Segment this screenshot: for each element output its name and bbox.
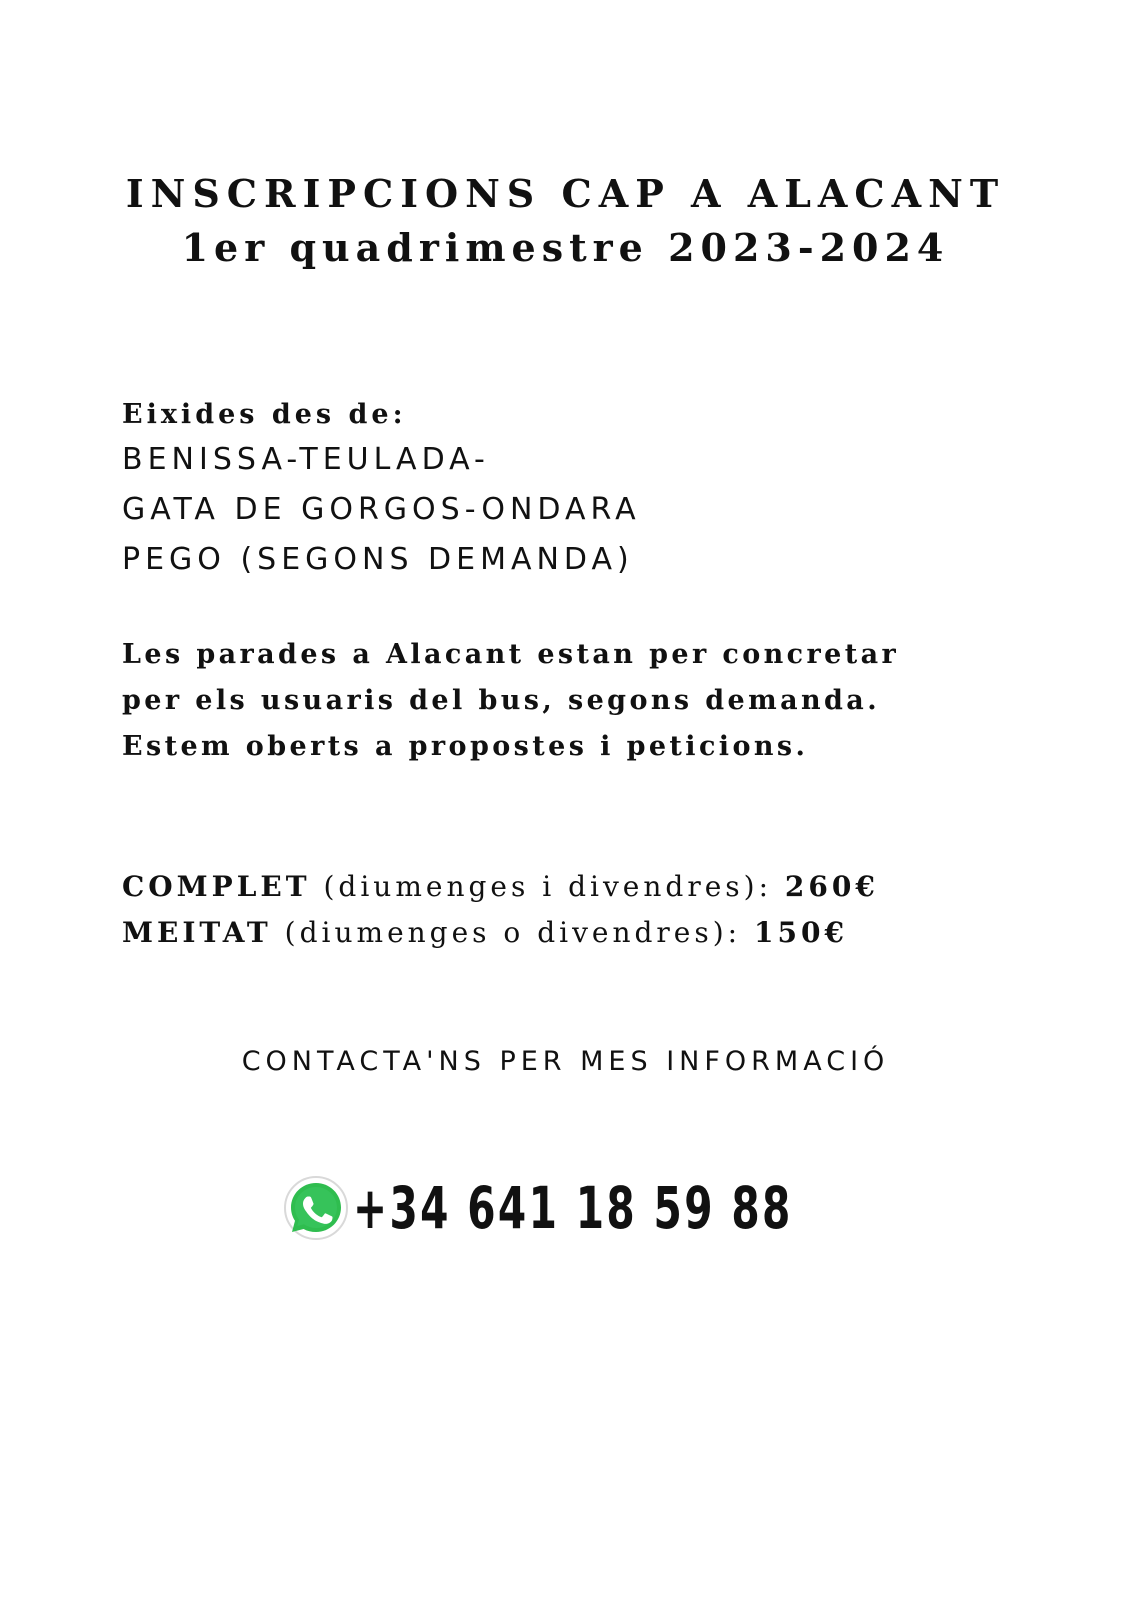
price-half [122,910,1072,956]
price-full-amount: 260€ [784,870,879,903]
price-full-detail: (diumenges i divendres): [310,870,785,903]
departure-place: GATA DE GORGOS-ONDARA [122,492,641,527]
title-block [0,168,1131,276]
phone-number[interactable]: +34 641 18 59 88 [353,1174,793,1242]
stops-section [122,632,1072,770]
stops-text-line: per els usuaris del bus, segons demanda. [122,685,881,716]
phone-row[interactable] [283,1170,917,1246]
price-half-name: MEITAT [122,916,272,949]
whatsapp-icon [283,1175,349,1241]
stops-text-line: Les parades a Alacant estan per concretar [122,639,900,670]
title-subtitle: 1er quadrimestre 2023-2024 [181,225,950,270]
stops-text-line: Estem oberts a propostes i peticions. [122,731,809,762]
departure-place: BENISSA-TEULADA- [122,442,490,477]
contact-text: CONTACTA'NS PER MES INFORMACIÓ [241,1046,890,1077]
price-half-detail: (diumenges o divendres): [271,916,754,949]
price-full-name: COMPLET [122,870,311,903]
departures-section [122,395,1022,585]
price-half-amount: 150€ [754,916,848,949]
departure-place: PEGO (SEGONS DEMANDA) [122,542,634,577]
price-full [122,864,1072,910]
title-main: INSCRIPCIONS CAP A ALACANT [125,171,1006,216]
prices-section [122,864,1072,956]
departures-label: Eixides des de: [122,399,407,430]
